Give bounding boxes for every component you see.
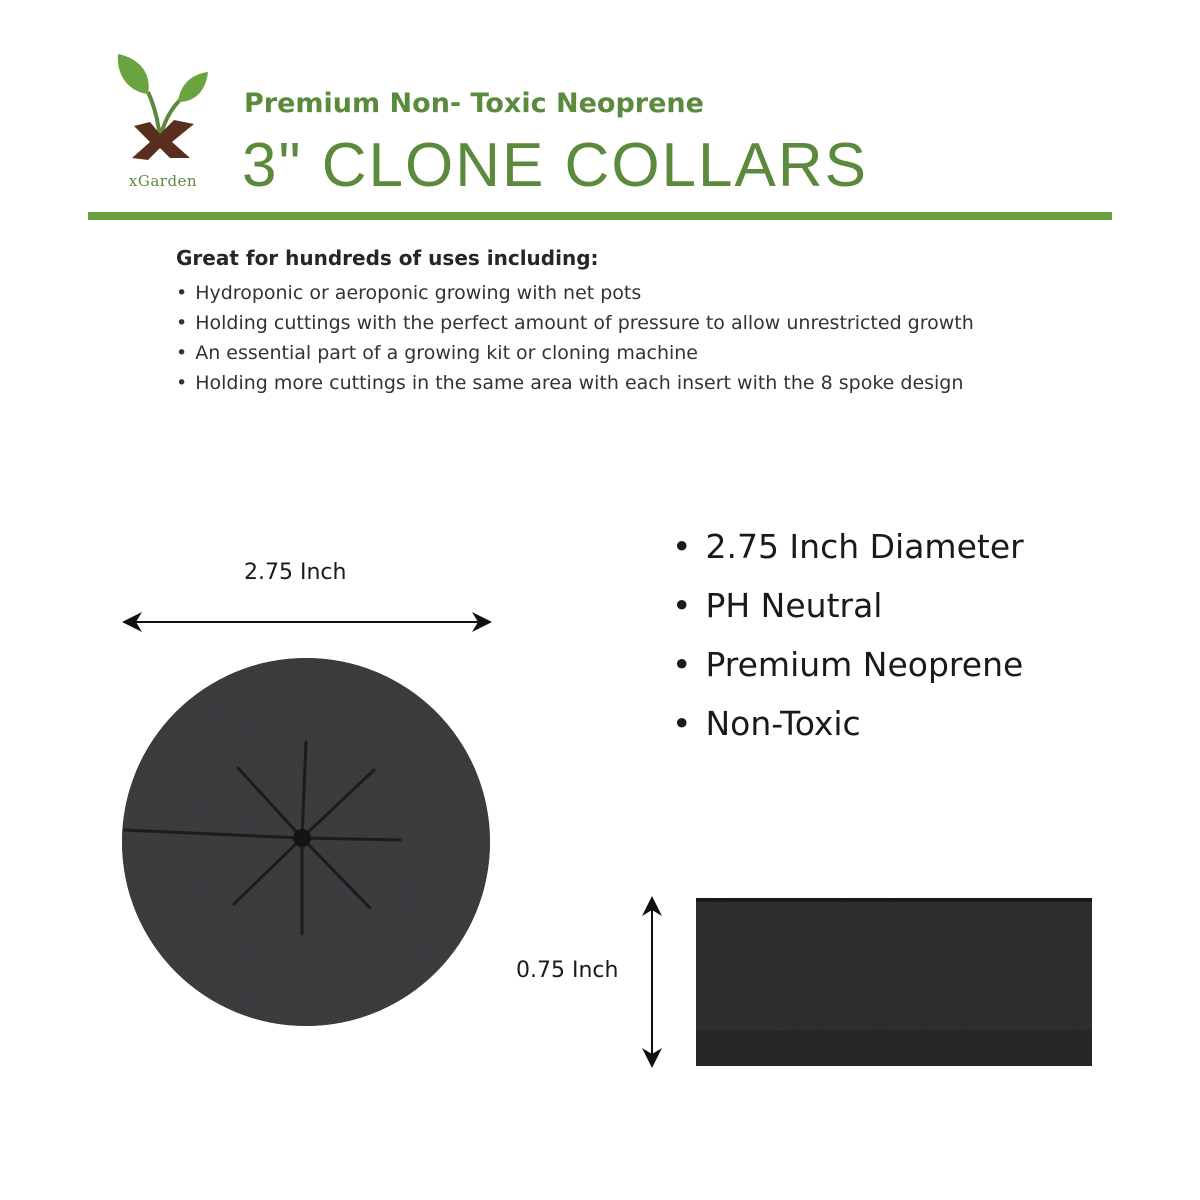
feature-item: • Non-Toxic [672, 697, 1024, 756]
collar-top-view [122, 658, 490, 1026]
product-title: 3" CLONE COLLARS [242, 131, 868, 200]
list-item: • An essential part of a growing kit or cloning machine [176, 338, 974, 368]
collar-side-view [696, 898, 1092, 1066]
list-item: • Holding cuttings with the perfect amount of pressure to allow unrestricted growth [176, 308, 974, 338]
brand-name: xGarden [128, 172, 198, 190]
uses-heading: Great for hundreds of uses including: [176, 246, 599, 270]
feature-item: • 2.75 Inch Diameter [672, 520, 1024, 579]
feature-item: • Premium Neoprene [672, 638, 1024, 697]
feature-item: • PH Neutral [672, 579, 1024, 638]
height-label: 0.75 Inch [516, 958, 619, 983]
list-item: • Hydroponic or aeroponic growing with net pots [176, 278, 974, 308]
product-subtitle: Premium Non- Toxic Neoprene [244, 88, 704, 119]
diameter-label: 2.75 Inch [244, 560, 347, 585]
list-item: • Holding more cuttings in the same area with each insert with the 8 spoke design [176, 368, 974, 398]
